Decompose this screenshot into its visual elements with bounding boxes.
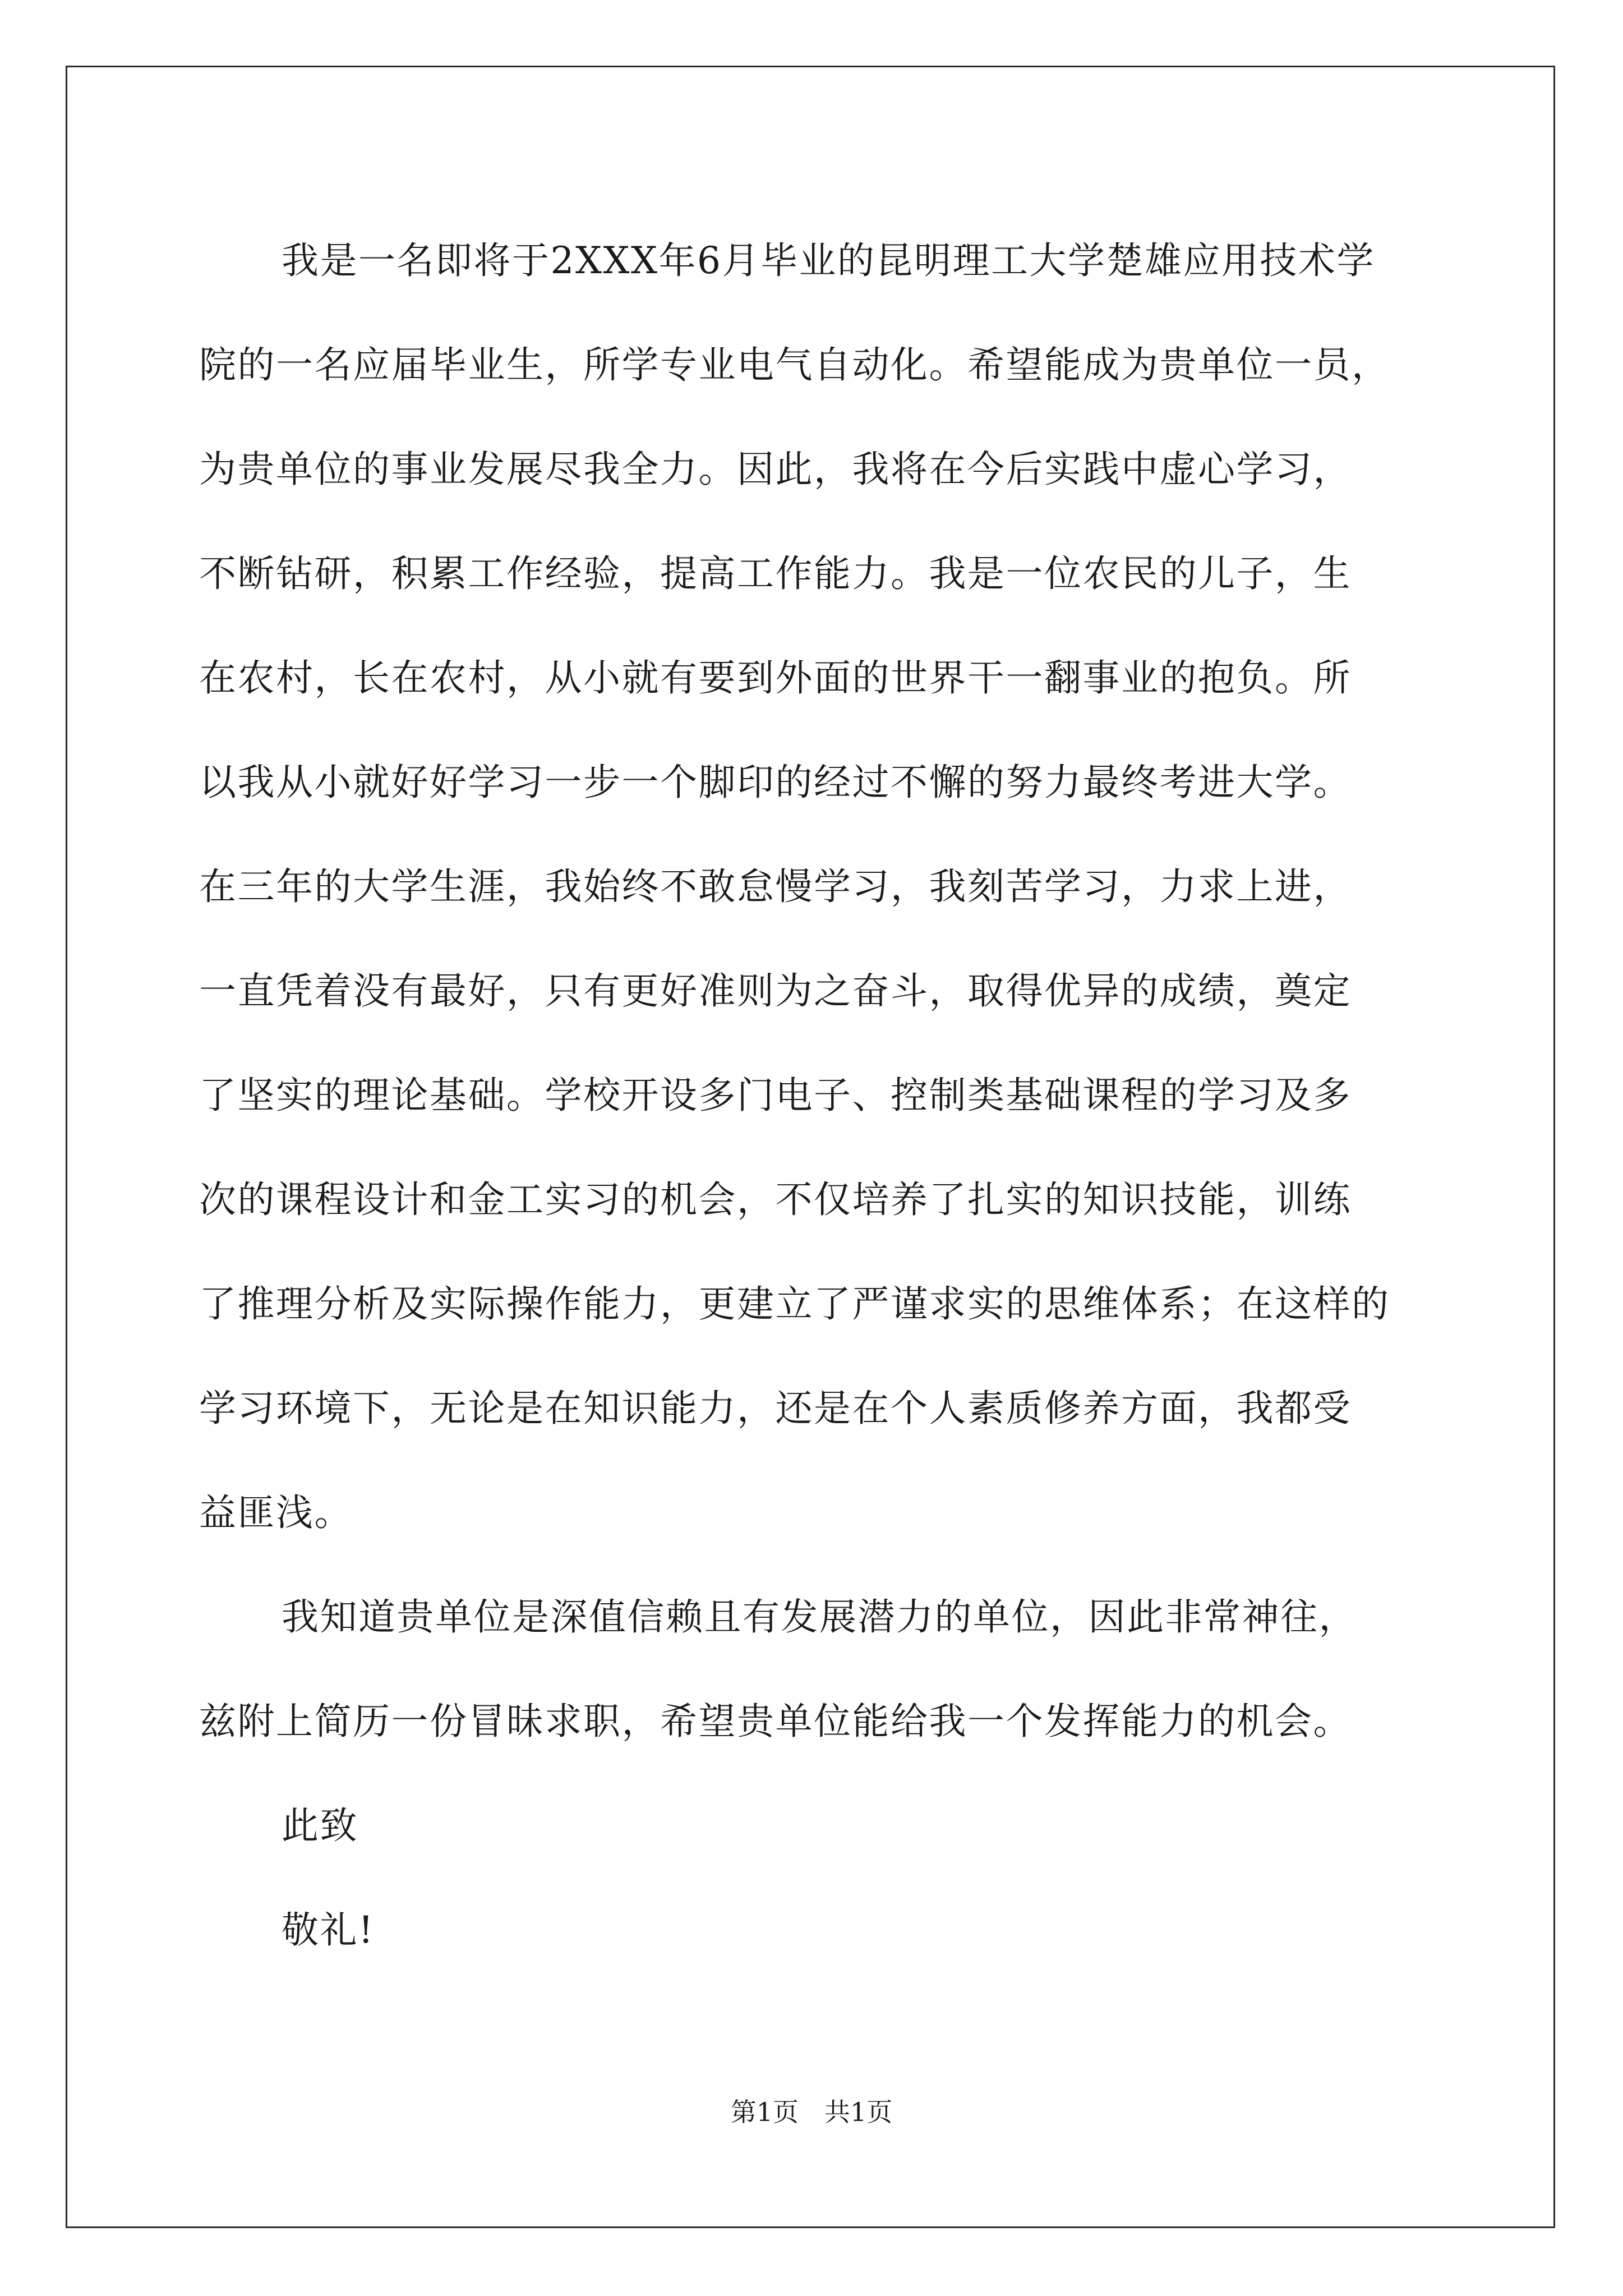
text-line: 在农村，长在农村，从小就有要到外面的世界干一翻事业的抱负。所 — [199, 656, 1352, 700]
text-line: 在三年的大学生涯，我始终不敢怠慢学习，我刻苦学习，力求上进， — [199, 865, 1352, 908]
text-line: 我知道贵单位是深值信赖且有发展潜力的单位，因此非常神往， — [282, 1595, 1357, 1639]
text-line: 次的课程设计和金工实习的机会，不仅培养了扎实的知识技能，训练 — [199, 1178, 1352, 1221]
letter-body — [199, 209, 1433, 1982]
text-line: 我是一名即将于2XXX年6月毕业的昆明理工大学楚雄应用技术学 — [282, 239, 1375, 282]
page-number-footer: 第1页 共1页 — [730, 2097, 893, 2127]
text-line: 学习环境下，无论是在知识能力，还是在个人素质修养方面，我都受 — [199, 1387, 1352, 1430]
closing-phrase: 此致 — [282, 1804, 358, 1847]
salutation: 敬礼! — [282, 1908, 375, 1952]
text-line: 益匪浅。 — [199, 1491, 353, 1534]
text-line: 以我从小就好好学习一步一个脚印的经过不懈的努力最终考进大学。 — [199, 761, 1352, 804]
text-line: 了推理分析及实际操作能力，更建立了严谨求实的思维体系；在这样的 — [199, 1282, 1390, 1326]
text-line: 院的一名应届毕业生，所学专业电气自动化。希望能成为贵单位一员， — [199, 343, 1390, 386]
text-line: 为贵单位的事业发展尽我全力。因此，我将在今后实践中虚心学习， — [199, 448, 1352, 491]
text-line: 兹附上简历一份冒昧求职，希望贵单位能给我一个发挥能力的机会。 — [199, 1700, 1352, 1743]
text-line: 不断钻研，积累工作经验，提高工作能力。我是一位农民的儿子，生 — [199, 552, 1352, 595]
text-line: 了坚实的理论基础。学校开设多门电子、控制类基础课程的学习及多 — [199, 1074, 1352, 1117]
text-line: 一直凭着没有最好，只有更好准则为之奋斗，取得优异的成绩，奠定 — [199, 969, 1352, 1013]
